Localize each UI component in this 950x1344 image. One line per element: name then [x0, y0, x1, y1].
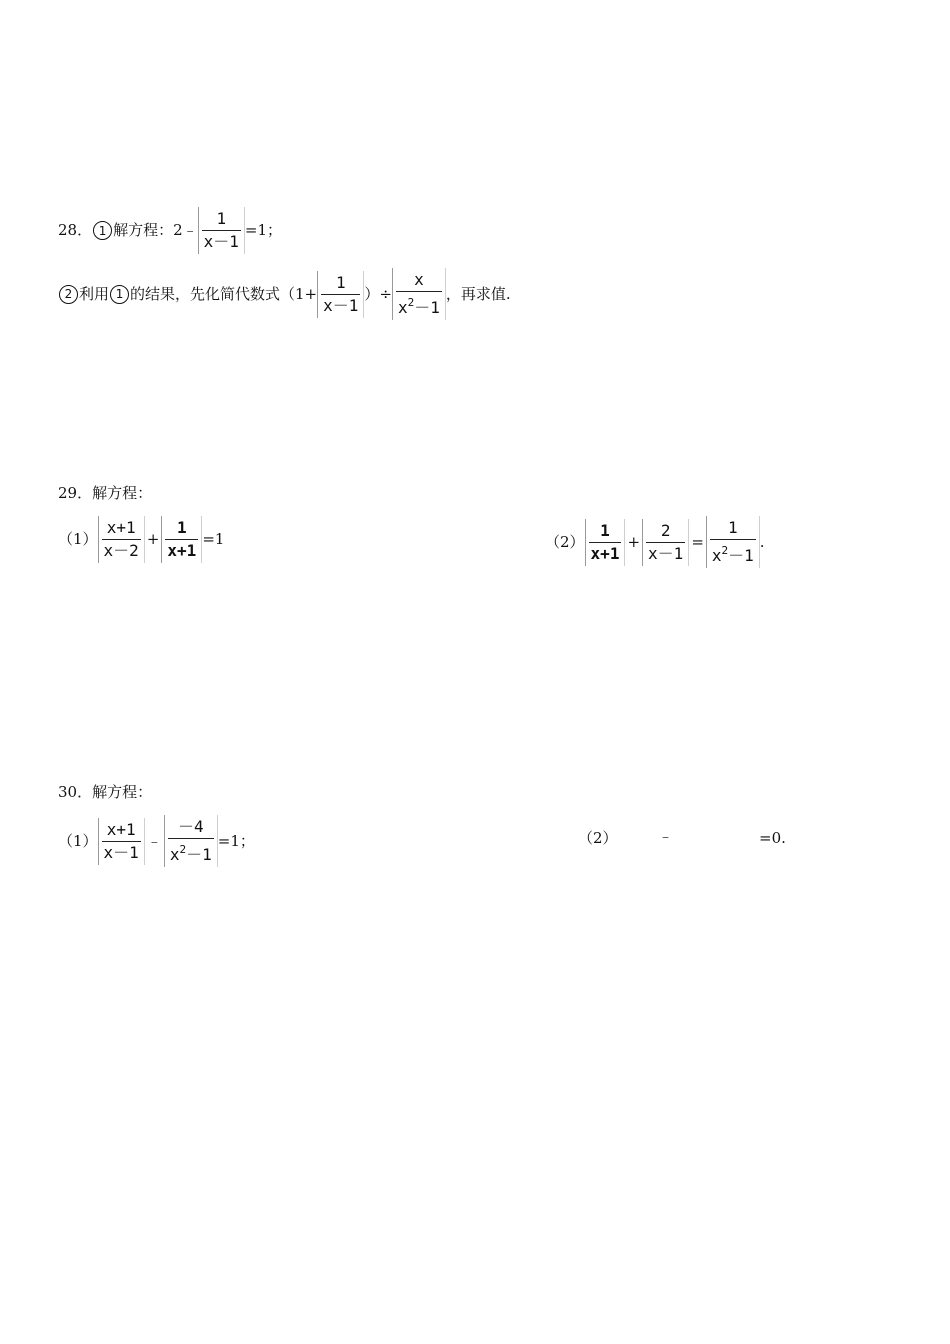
fraction-1-over-x-plus-1 [161, 516, 202, 563]
numerator: －4 [177, 817, 204, 836]
q28-number: 28． [58, 221, 93, 239]
q30-heading [58, 785, 152, 800]
den-rest: －1 [186, 845, 212, 864]
q30-part2-label-line [578, 831, 618, 846]
fraction-1-over-x-minus-1 [317, 271, 364, 318]
q29-number: 29．解方程： [58, 484, 153, 502]
den-exponent: 2 [179, 843, 187, 856]
q28-part2-text-a: 利用 [79, 284, 110, 303]
numerator: 2 [660, 520, 671, 540]
q30-part2-end-line [759, 831, 786, 846]
q28-part1-line [58, 207, 282, 254]
circled-two-marker: 2 [59, 285, 78, 304]
q28-part2-text-b: 的结果，先化简代数式（1+ [130, 284, 318, 303]
fraction-bar [102, 539, 141, 540]
numerator: x [414, 270, 424, 289]
den-rest: －1 [414, 298, 440, 317]
fraction-bar [165, 539, 198, 540]
numerator: 1 [335, 272, 346, 292]
fraction-1-over-x-squared-minus-1 [706, 516, 760, 568]
fraction-bar [102, 841, 141, 842]
q28-part2-line [58, 268, 511, 320]
fraction-2-over-x-minus-1 [642, 519, 689, 566]
q29-part1-end: =1 [202, 530, 225, 548]
q30-part2-end: =0. [759, 829, 786, 847]
den-rest: －1 [728, 546, 754, 565]
denominator: x－1 [648, 543, 684, 563]
q28-part2-mid: ）÷ [364, 284, 392, 303]
denominator [168, 840, 214, 865]
q30-part2-minus: ﹣ [658, 827, 674, 845]
fraction-x-plus-1-over-x-minus-1 [98, 818, 145, 865]
fraction-bar [202, 230, 241, 231]
den-base: x [398, 298, 408, 317]
fraction-minus-4-over-x-squared-minus-1 [164, 815, 218, 867]
q29-part2-line [545, 516, 765, 568]
plus-sign: + [146, 530, 160, 548]
den-exponent: 2 [407, 296, 415, 309]
numerator: x+1 [106, 819, 136, 839]
q29-part2-end: . [759, 532, 765, 551]
denominator [396, 293, 442, 318]
fraction-1-over-x-plus-1 [585, 519, 626, 566]
minus-sign: ﹣ [146, 831, 162, 850]
den-exponent: 2 [721, 544, 729, 557]
numerator: 1 [728, 518, 738, 537]
numerator: x+1 [106, 518, 136, 537]
q30-part2-minus-line [658, 829, 673, 844]
denominator [710, 541, 756, 566]
numerator: 1 [177, 518, 187, 537]
fraction-x-over-x-squared-minus-1 [392, 268, 446, 320]
q30-part1-label: （1） [58, 831, 98, 850]
den-base: x [169, 845, 180, 864]
denominator: x－2 [103, 541, 139, 560]
den-base: x [711, 546, 722, 565]
denominator: x－1 [323, 295, 359, 315]
fraction-bar [168, 838, 214, 839]
fraction-1-over-x-minus-1 [198, 207, 245, 254]
fraction-bar [589, 542, 622, 543]
q30-part2-label: （2） [578, 829, 618, 847]
fraction-bar [396, 291, 442, 292]
q30-part1-line [58, 815, 255, 867]
numerator: 1 [600, 520, 610, 540]
q28-part1-text: 解方程：2﹣ [113, 221, 198, 239]
fraction-bar [646, 542, 685, 543]
circled-one-reference: 1 [110, 285, 129, 304]
q29-heading [58, 486, 152, 501]
denominator: x+1 [590, 543, 620, 563]
plus-sign: + [627, 532, 641, 551]
q29-part2-label: （2） [545, 532, 585, 551]
fraction-x-plus-1-over-x-minus-2 [98, 516, 145, 563]
denominator: x－1 [103, 842, 139, 862]
circled-one-marker: 1 [93, 221, 112, 240]
q30-part1-end: =1； [217, 831, 255, 850]
q28-part2-end: ，再求值. [445, 284, 511, 303]
denominator: x－1 [203, 232, 239, 251]
fraction-bar [321, 294, 360, 295]
denominator: x+1 [167, 541, 197, 560]
q30-number: 30．解方程： [58, 783, 153, 801]
q28-part1-end: =1； [244, 221, 283, 239]
q29-part1-label: （1） [58, 530, 98, 548]
numerator: 1 [216, 209, 227, 228]
q29-part1-line [58, 516, 224, 563]
fraction-bar [710, 539, 756, 540]
equals-sign: = [691, 532, 704, 551]
